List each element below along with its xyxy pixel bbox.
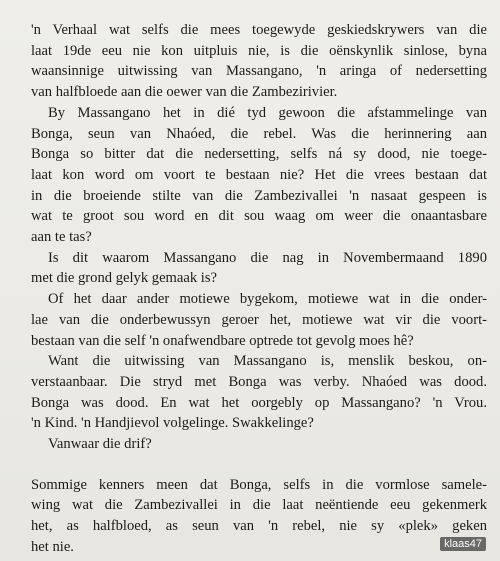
paragraph (31, 289, 487, 351)
text-line: aan te tas? (31, 229, 92, 246)
paragraph (31, 351, 487, 434)
text-line: Vanwaar die drif? (48, 436, 152, 453)
paragraph (31, 20, 487, 103)
text-line: Bonga, seun van Nhaóed, die rebel. Was die herinnering aan (31, 125, 487, 142)
text-line: Want die uitwissing van Massangano is, menslik beskou, on- (48, 353, 487, 370)
watermark: klaas47 (440, 537, 486, 551)
text-line: lae van die onderbewussyn geroer het, motiewe wat vir die voort- (31, 311, 487, 328)
text-line: met die grond gelyk gemaak is? (31, 270, 218, 287)
body-text (31, 20, 487, 558)
text-line: Is dit waarom Massangano die nag in Novembermaand 1890 (48, 249, 487, 266)
text-line: Bonga was dood. En wat het oorgebly op Massangano? 'n Vrou. (31, 394, 487, 411)
text-line: van halfbloede aan die oewer van die Zambezirivier. (31, 84, 338, 101)
text-line: wing wat die Zambezivallei in die laat neëntiende eeu gekenmerk (31, 497, 487, 514)
text-line: in die broeiende stilte van die Zambezivallei 'n nasaat gespeen is (31, 187, 487, 204)
text-line: wat te groot sou word en dit sou waag om weer die onaantasbare (31, 208, 487, 225)
text-line: 'n Kind. 'n Handjievol volgelinge. Swakkelinge? (31, 415, 314, 432)
paragraph (31, 103, 487, 248)
text-line: bestaan van die self 'n onafwendbare optrede tot gevolg moes hê? (31, 332, 414, 349)
text-line: waansinnige uitwissing van Massangano, 'n aringa of nedersetting (31, 63, 487, 80)
text-line: Of het daar ander motiewe bygekom, motiewe wat in die onder- (48, 291, 487, 308)
text-line: het nie. (31, 538, 74, 555)
paragraph (31, 475, 487, 558)
paragraph (31, 434, 487, 455)
paragraph (31, 248, 487, 289)
text-line: laat 19de eeu nie kon uitpluis nie, is die oënskynlik sinlose, byna (31, 42, 487, 59)
text-line: Bonga so bitter dat die nedersetting, selfs ná sy dood, nie toege- (31, 146, 487, 163)
text-line: laat kon word om voort te bestaan nie? Het die vrees bestaan dat (31, 166, 487, 183)
text-line: het, as halfbloed, as seun van 'n rebel, nie sy «plek» geken (31, 518, 487, 535)
text-line: Sommige kenners meen dat Bonga, selfs in die vormlose samele- (31, 476, 487, 493)
text-line: verstaanbaar. Die stryd met Bonga was verby. Nhaóed was dood. (31, 373, 487, 390)
paragraph-gap (31, 455, 487, 475)
text-line: 'n Verhaal wat selfs die mees toegewyde geskiedskrywers van die (31, 22, 487, 38)
text-line: By Massangano het in dié tyd gewoon die afstammelinge van (48, 104, 487, 121)
